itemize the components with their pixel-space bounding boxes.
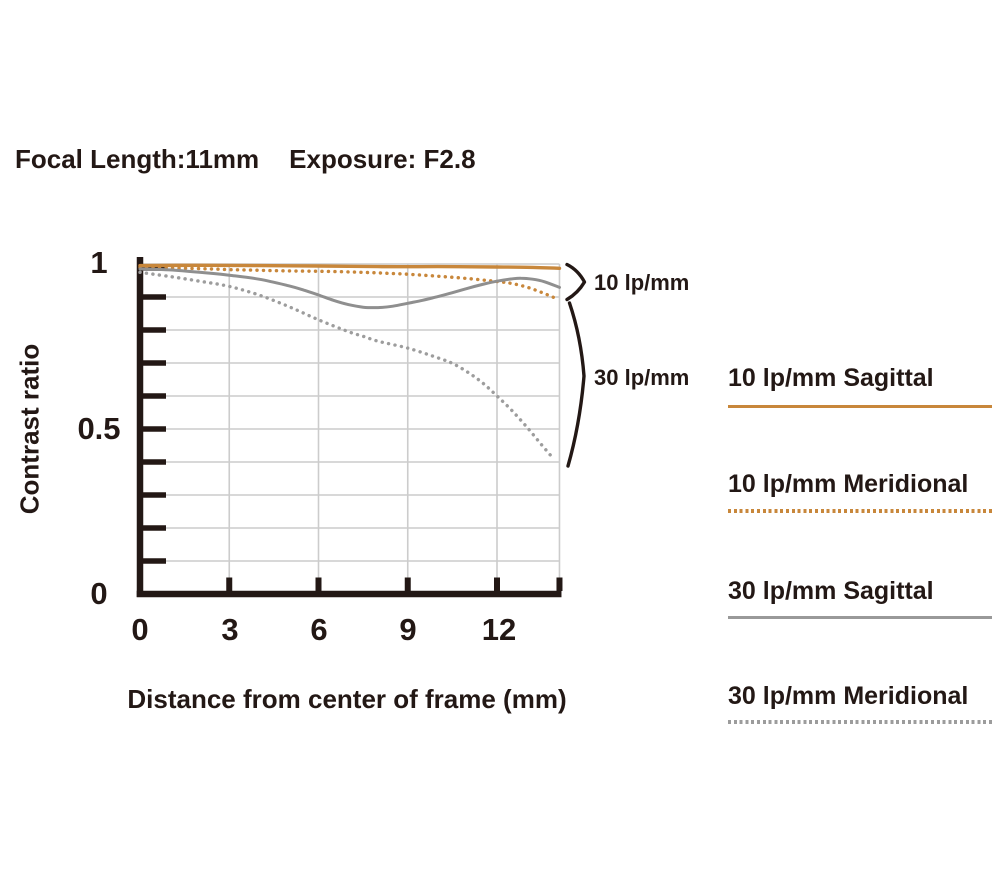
y-axis-title: Contrast ratio xyxy=(14,343,45,515)
bracket-10lpmm xyxy=(567,265,585,300)
x-tick-label: 9 xyxy=(399,612,417,647)
curve-30-lp-mm-meridional xyxy=(140,272,554,458)
legend-label-30-meridional: 30 lp/mm Meridional xyxy=(728,682,969,710)
legend-line-30-meridional xyxy=(728,720,992,724)
x-axis-title: Distance from center of frame (mm) xyxy=(127,684,567,714)
curve-10-lp-mm-sagittal xyxy=(140,265,560,268)
y-tick-label: 1 xyxy=(90,245,108,280)
x-tick-label: 6 xyxy=(310,612,328,647)
annotation-30lpmm: 30 lp/mm xyxy=(594,365,690,390)
legend-line-10-sagittal xyxy=(728,405,992,408)
y-tick-label: 0 xyxy=(90,576,108,611)
legend-line-10-meridional xyxy=(728,509,992,513)
y-tick-label: 0.5 xyxy=(77,411,121,446)
legend-label-10-meridional: 10 lp/mm Meridional xyxy=(728,470,969,498)
curve-10-lp-mm-meridional xyxy=(140,267,557,298)
exposure-label: Exposure: F2.8 xyxy=(289,144,476,174)
bracket-30lpmm xyxy=(568,303,584,466)
legend-label-30-sagittal: 30 lp/mm Sagittal xyxy=(728,577,934,605)
legend-line-30-sagittal xyxy=(728,616,992,619)
focal-length-label: Focal Length:11mm xyxy=(15,144,260,174)
curve-30-lp-mm-sagittal xyxy=(140,269,560,308)
x-tick-label: 0 xyxy=(131,612,149,647)
chart-header xyxy=(15,144,476,175)
legend-label-10-sagittal: 10 lp/mm Sagittal xyxy=(728,364,934,392)
annotation-10lpmm: 10 lp/mm xyxy=(594,270,690,295)
x-tick-label: 3 xyxy=(221,612,239,647)
x-tick-label: 12 xyxy=(481,612,517,647)
